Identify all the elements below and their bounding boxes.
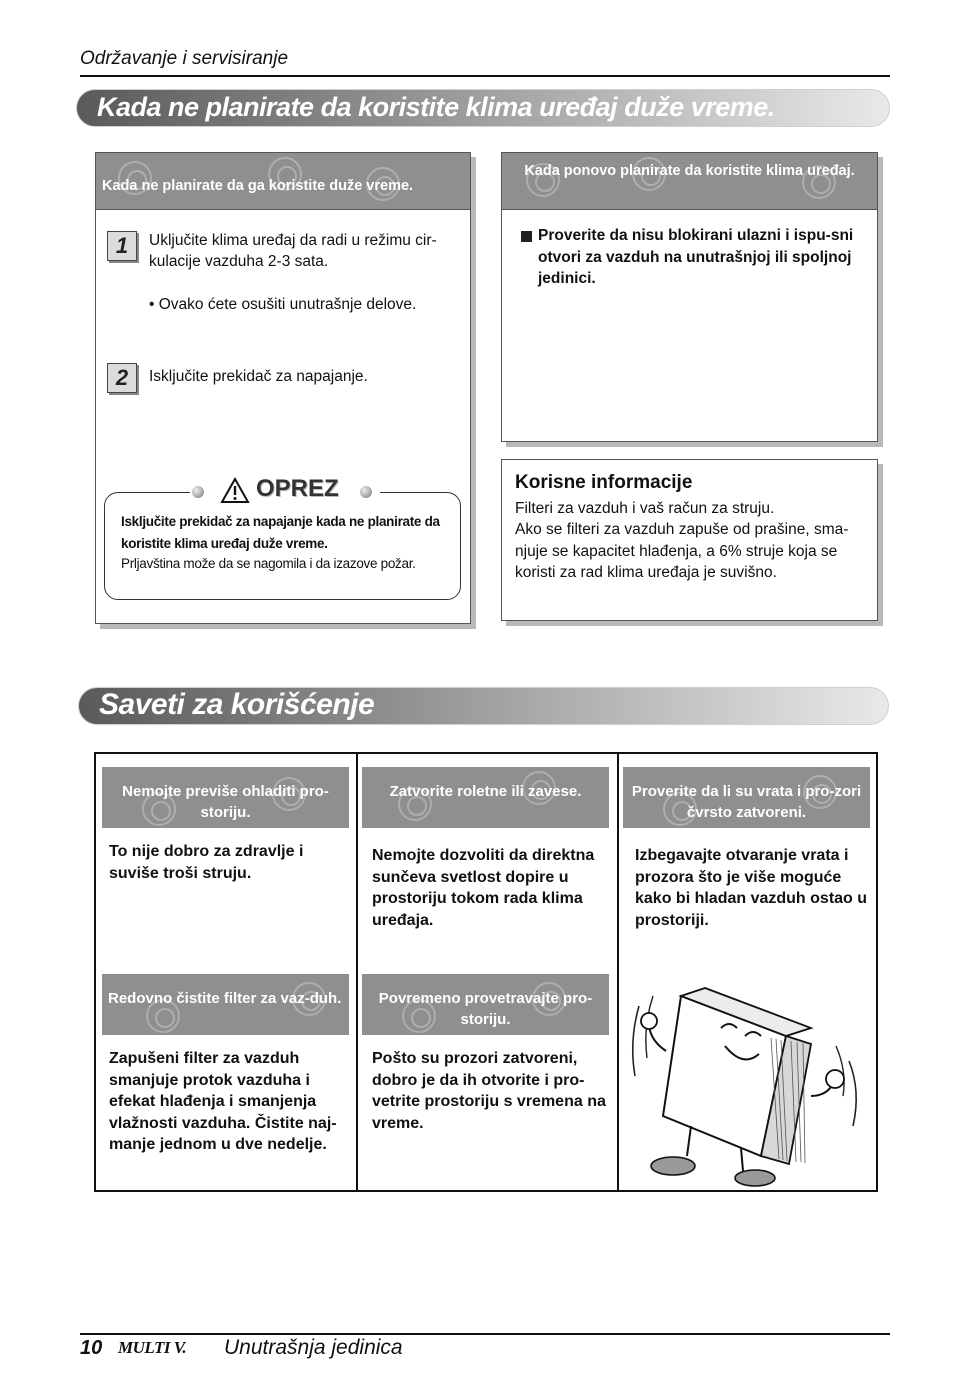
warning-triangle-icon: [220, 477, 250, 504]
step-2-text: Isključite prekidač za napajanje.: [149, 368, 368, 385]
tip-3-heading: Proverite da li su vrata i pro-zori čvrsto zatvoreni.: [631, 783, 862, 821]
useful-info-title: Korisne informacije: [515, 472, 693, 493]
caution-text: Prljavština može da se nagomila i da izazove požar.: [121, 556, 416, 571]
tip-2-text: Nemojte dozvoliti da direktna sunčeva svetlost dopire u prostoriju tokom rada klima uređaja.: [372, 847, 595, 929]
column-divider: [356, 754, 358, 1190]
reuse-instructions-box: [501, 152, 878, 442]
step-2-badge: 2: [107, 363, 137, 393]
brand-logo: MULTI V.: [118, 1338, 187, 1357]
tip-3-header: [623, 767, 870, 828]
useful-info-line-1: Filteri za vazduh i vaš račun za struju.: [515, 500, 775, 517]
tip-5-heading: Povremeno provetravajte pro-storiju.: [378, 990, 593, 1028]
reuse-box-heading: Kada ponovo planirate da koristite klima uređaj.: [524, 163, 855, 179]
footer-subtitle: Unutrašnja jedinica: [224, 1336, 403, 1359]
tip-4-text: Zapušeni filter za vazduh smanjuje protok vazduha i efekat hlađenja i smanjenja vlažnosti vazduha. Čistite naj-manje jednom u dve nedelje.: [109, 1050, 337, 1153]
footer-rule: [80, 1333, 890, 1335]
tips-table: [94, 752, 878, 1192]
tip-4-header: [102, 974, 349, 1035]
caution-dot-icon: [360, 486, 372, 498]
storage-box-heading: Kada ne planirate da ga koristite duže vreme.: [102, 178, 414, 194]
section-title-bar-storage: [76, 89, 890, 127]
page-number: 10: [80, 1337, 103, 1359]
column-divider: [617, 754, 619, 1190]
step-1-text: Uključite klima uređaj da radi u režimu cir-kulacije vazduha 2-3 sata.: [149, 232, 437, 270]
section-title-bar-tips: [78, 687, 889, 725]
section-title-storage: Kada ne planirate da koristite klima uređaj duže vreme.: [97, 92, 775, 122]
useful-info-line-2: Ako se filteri za vazduh zapuše od prašine, sma-njuje se kapacitet hlađenja, a 6% struje koja se koristi za rad klima uređaja je suvišno.: [515, 521, 849, 581]
tip-3-text: Izbegavajte otvaranje vrata i prozora što je više moguće kako bi hladan vazduh ostao u prostoriji.: [635, 847, 868, 929]
step-1-note: • Ovako ćete osušiti unutrašnje delove.: [149, 296, 417, 313]
tip-5-header: [362, 974, 609, 1035]
caution-box: [104, 492, 461, 600]
bullet-square-icon: [521, 231, 532, 242]
tip-2-header: [362, 767, 609, 828]
section-label: Održavanje i servisiranje: [80, 48, 289, 69]
useful-info-box: [501, 459, 878, 621]
caution-title: OPREZ: [256, 475, 339, 502]
tip-1-header: [102, 767, 349, 828]
tip-1-heading: Nemojte previše ohladiti pro-storiju.: [122, 783, 329, 821]
tip-2-heading: Zatvorite roletne ili zavese.: [389, 783, 582, 800]
tip-4-heading: Redovno čistite filter za vaz-duh.: [108, 990, 342, 1007]
header-rule: [80, 75, 890, 77]
caution-bold-text: Isključite prekidač za napajanje kada ne planirate da koristite klima uređaj duže vreme.: [121, 514, 440, 551]
tip-1-text: To nije dobro za zdravlje i suviše troši struju.: [109, 843, 304, 882]
storage-box-header: [96, 153, 470, 210]
caution-header: [190, 474, 380, 508]
reuse-box-header: [502, 153, 877, 210]
air-conditioner-mascot-illustration: [621, 966, 876, 1188]
tip-5-text: Pošto su prozori zatvoreni, dobro je da ih otvorite i pro-vetrite prostoriju s vremena na vreme.: [372, 1050, 606, 1132]
step-1-badge: 1: [107, 231, 137, 261]
section-title-tips: Saveti za korišćenje: [99, 688, 375, 721]
caution-dot-icon: [192, 486, 204, 498]
reuse-check-text: Proverite da nisu blokirani ulazni i ispu-sni otvori za vazduh na unutrašnjoj ili spoljnoj jedinici.: [538, 227, 854, 287]
